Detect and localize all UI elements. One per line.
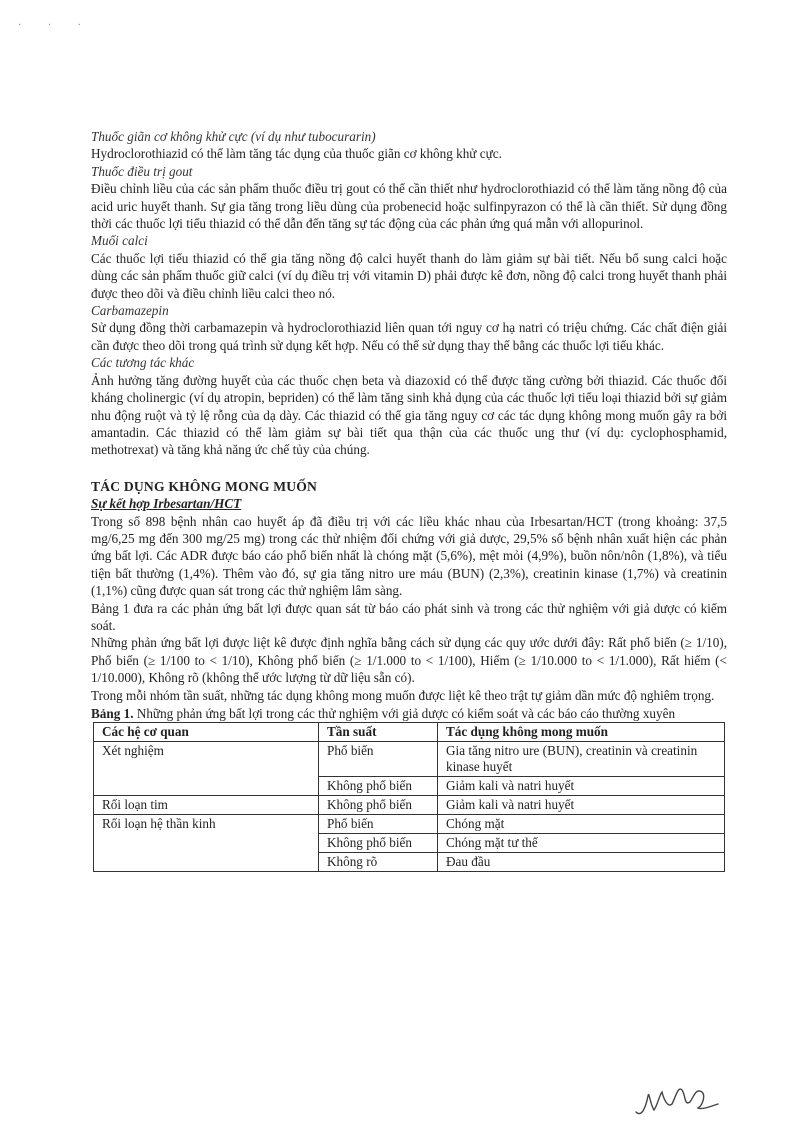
text-gout: Điều chỉnh liều của các sản phẩm thuốc điều trị gout có thể cần thiết như hydroclorothiazid có thể làm tăng nồng độ của acid uric huyết thanh. Sự gia tăng trong liều dùng của probenecid hoặc sulfinpyrazon có thể là cần thiết. Sử dụng đồng thời các thuốc lợi tiểu thiazid có thể dẫn đến tăng sự tác động của các phản ứng quá mẫn với allopurinol. [91, 181, 727, 232]
paragraph-summary: Trong số 898 bệnh nhân cao huyết áp đã điều trị với các liều khác nhau của Irbesartan/HCT (trong khoảng: 37,5 mg/6,25 mg đến 300 mg/25 mg) trong các thử nhiệm đối chứng với giả dược, 29,5% số bệnh nhân xuất hiện các phản ứng bất lợi. Các ADR được báo cáo phổ biến nhất là chóng mặt (5,6%), mệt mỏi (4,9%), buồn nôn/nôn (1,8%), và tiểu tiện bất thường (1,4%). Thêm vào đó, sự gia tăng nitro ure máu (BUN) (2,3%), creatinin kinase (1,7%) và creatinin (1,1%) cũng được quan sát trong các thử nghiệm lâm sàng. [91, 513, 727, 599]
text-carbamazepine: Sử dụng đồng thời carbamazepin và hydroclorothiazid liên quan tới nguy cơ hạ natri có triệu chứng. Các chất điện giải cần được theo dõi trong quá trình sử dụng kết hợp. Nếu có thể sử dụng thay thế bằng các thuốc lợi tiểu khác. [91, 320, 727, 353]
table-caption-text: Những phản ứng bất lợi trong các thử nghiệm với giả dược có kiểm soát và các báo cáo thường xuyên [133, 706, 676, 721]
paragraph-table-intro: Bảng 1 đưa ra các phản ứng bất lợi được quan sát từ báo cáo phát sinh và trong các thử nghiệm với giả dược có kiểm soát. [91, 600, 727, 633]
cell-adverse-effect: Chóng mặt tư thế [438, 834, 725, 853]
cell-adverse-effect: Gia tăng nitro ure (BUN), creatinin và creatinin kinase huyết [438, 742, 725, 777]
section-subtitle: Sự kết hợp Irbesartan/HCT [91, 496, 242, 512]
cell-frequency: Không phổ biến [319, 777, 438, 796]
cell-adverse-effect: Chóng mặt [438, 815, 725, 834]
cell-organ-system: Rối loạn tim [94, 796, 319, 815]
table-row [94, 815, 725, 834]
table-row [94, 796, 725, 815]
table-row [94, 742, 725, 777]
header-organ-system: Các hệ cơ quan [94, 723, 319, 742]
cell-frequency: Phổ biến [319, 815, 438, 834]
cell-organ-system: Rối loạn hệ thần kinh [94, 815, 319, 872]
cell-frequency: Phổ biến [319, 742, 438, 777]
scan-specks: · · · [18, 20, 93, 31]
heading-carbamazepine: Carbamazepin [91, 303, 169, 319]
cell-frequency: Không rõ [319, 853, 438, 872]
text-muscle-relaxants: Hydroclorothiazid có thể làm tăng tác dụng của thuốc giãn cơ không khử cực. [91, 146, 502, 162]
heading-calcium: Muối calci [91, 233, 148, 249]
text-other-interactions: Ảnh hưởng tăng đường huyết của các thuốc chẹn beta và diazoxid có thể được tăng cường bởi thiazid. Các thuốc đối kháng cholinergic (ví dụ atropin, bepriden) có thể làm tăng sinh khả dụng của các thuốc lợi tiểu loại thiazid bởi sự giảm nhu động ruột và tỷ lệ rỗng của dạ dày. Các thiazid có thể gia tăng nguy cơ các tác dụng không mong muốn gây ra bởi amantadin. Các thiazid có thể làm giảm sự bài tiết qua thận của các thuốc ung thư (ví dụ: cyclophosphamid, methotrexat) và tăng khả năng ức chế tủy của chúng. [91, 372, 727, 458]
cell-adverse-effect: Giảm kali và natri huyết [438, 796, 725, 815]
table-caption-label: Bảng 1. [91, 706, 134, 721]
handwritten-initials [632, 1066, 722, 1126]
table-header-row [94, 723, 725, 742]
heading-other-interactions: Các tương tác khác [91, 355, 195, 371]
text-calcium: Các thuốc lợi tiểu thiazid có thể gia tăng nồng độ calci huyết thanh do làm giảm sự bài tiết. Nếu bổ sung calci hoặc dùng các sản phẩm thuốc giữ calci (ví dụ điều trị với vitamin D) phải được kê đơn, nồng độ calci trong huyết thanh phải được theo dõi và điều chỉnh liều calci theo nó. [91, 250, 727, 301]
cell-frequency: Không phổ biến [319, 834, 438, 853]
cell-organ-system: Xét nghiệm [94, 742, 319, 796]
document-page [91, 128, 727, 872]
heading-gout: Thuốc điều trị gout [91, 163, 193, 179]
heading-muscle-relaxants: Thuốc giãn cơ không khử cực (ví dụ như tubocurarin) [91, 129, 376, 144]
adverse-reactions-table [93, 722, 725, 872]
paragraph-frequency-definitions: Những phản ứng bất lợi được liệt kê được định nghĩa bằng cách sử dụng các quy ước dưới đây: Rất phổ biến (≥ 1/10), Phổ biến (≥ 1/100 to < 1/10), Không phổ biến (≥ 1/1.000 to < 1/100), Hiếm (≥ 1/10.000 to < 1/1.000), Rất hiếm (< 1/10.000), Không rõ (không thể ước lượng từ dữ liệu sẵn có). [91, 635, 727, 686]
header-frequency: Tần suất [319, 723, 438, 742]
table-caption [91, 705, 727, 722]
paragraph-ordering: Trong mỗi nhóm tần suất, những tác dụng không mong muốn được liệt kê theo trật tự giảm dần mức độ nghiêm trọng. [91, 687, 715, 703]
cell-frequency: Không phổ biến [319, 796, 438, 815]
cell-adverse-effect: Đau đầu [438, 853, 725, 872]
header-adverse-effect: Tác dụng không mong muốn [438, 723, 725, 742]
cell-adverse-effect: Giảm kali và natri huyết [438, 777, 725, 796]
section-title: TÁC DỤNG KHÔNG MONG MUỐN [91, 478, 318, 494]
